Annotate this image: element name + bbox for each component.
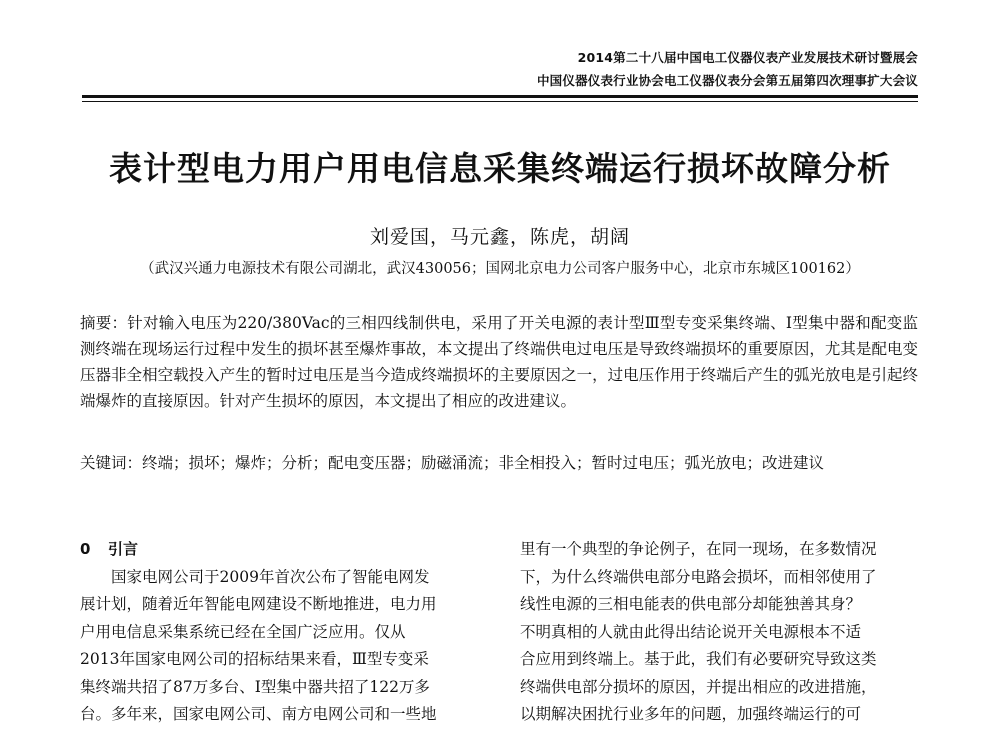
paragraph-line: 里有一个典型的争论例子，在同一现场，在多数情况: [520, 540, 877, 558]
conference-header: [537, 46, 918, 92]
paragraph-line: 户用电信息采集系统已经在全国广泛应用。仅从: [80, 622, 406, 641]
header-rule: [82, 95, 918, 98]
paragraph-line: 集终端共招了87万多台、I型集中器共招了122万多: [80, 677, 430, 696]
paragraph-line: 2013年国家电网公司的招标结果来看，Ⅲ型专变采: [80, 650, 429, 668]
paragraph-line: 线性电源的三相电能表的供电部分却能独善其身？: [520, 595, 862, 613]
paragraph-line: 展计划，随着近年智能电网建设不断地推进，电力用: [80, 595, 437, 613]
paragraph-line: 不明真相的人就由此得出结论说开关电源根本不适: [520, 622, 862, 641]
keywords-label: 关键词：: [80, 454, 143, 472]
section-heading: [80, 536, 480, 564]
paper-affiliation: （武汉兴通力电源技术有限公司湖北，武汉430056；国网北京电力公司客户服务中心，北京市东城区100162）: [140, 261, 860, 277]
paper-title: 表计型电力用户用电信息采集终端运行损坏故障分析: [109, 149, 891, 188]
paragraph-line: 终端供电部分损坏的原因，并提出相应的改进措施，: [520, 677, 877, 696]
paragraph-line: 下，为什么终端供电部分电路会损坏，而相邻使用了: [520, 567, 877, 586]
section-number: 0: [80, 540, 91, 558]
abstract-label: 摘要：: [80, 314, 128, 332]
keywords-text: 终端；损坏；爆炸；分析；配电变压器；励磁涌流；非全相投入；暂时过电压；弧光放电；改进建议: [142, 454, 825, 472]
section-title: 引言: [108, 540, 139, 558]
conference-header-line2: 中国仪器仪表行业协会电工仪器仪表分会第五届第四次理事扩大会议: [536, 73, 918, 88]
paragraph-line: 合应用到终端上。基于此，我们有必要研究导致这类: [520, 650, 877, 668]
paragraph-line: 以期解决困扰行业多年的问题，加强终端运行的可: [520, 705, 862, 723]
abstract-text: 针对输入电压为220/380Vac的三相四线制供电，采用了开关电源的表计型Ⅲ型专变采集终端、I型集中器和配变监测终端在现场运行过程中发生的损坏甚至爆炸事故，本文提出了终端供电过电压是导致终端损坏的重要原因，尤其是配电变压器非全相空载投入产生的暂时过电压是当今造成终端损坏的主要原因之一，过电压作用于终端后产生的弧光放电是引起终端爆炸的直接原因。针对产生损坏的原因，本文提出了相应的改进建议。: [80, 314, 918, 410]
paper-authors: 刘爱国，马元鑫，陈虎，胡阔: [369, 226, 630, 248]
paragraph-line: 台。多年来，国家电网公司、南方电网公司和一些地: [80, 705, 437, 723]
abstract: [80, 310, 918, 414]
conference-header-line1: 2014第二十八届中国电工仪器仪表产业发展技术研讨暨展会: [577, 50, 918, 65]
keywords: [80, 450, 918, 476]
body-column-right: [520, 536, 920, 729]
paragraph-line: 国家电网公司于2009年首次公布了智能电网发: [111, 567, 430, 586]
body-column-left: [80, 536, 480, 729]
